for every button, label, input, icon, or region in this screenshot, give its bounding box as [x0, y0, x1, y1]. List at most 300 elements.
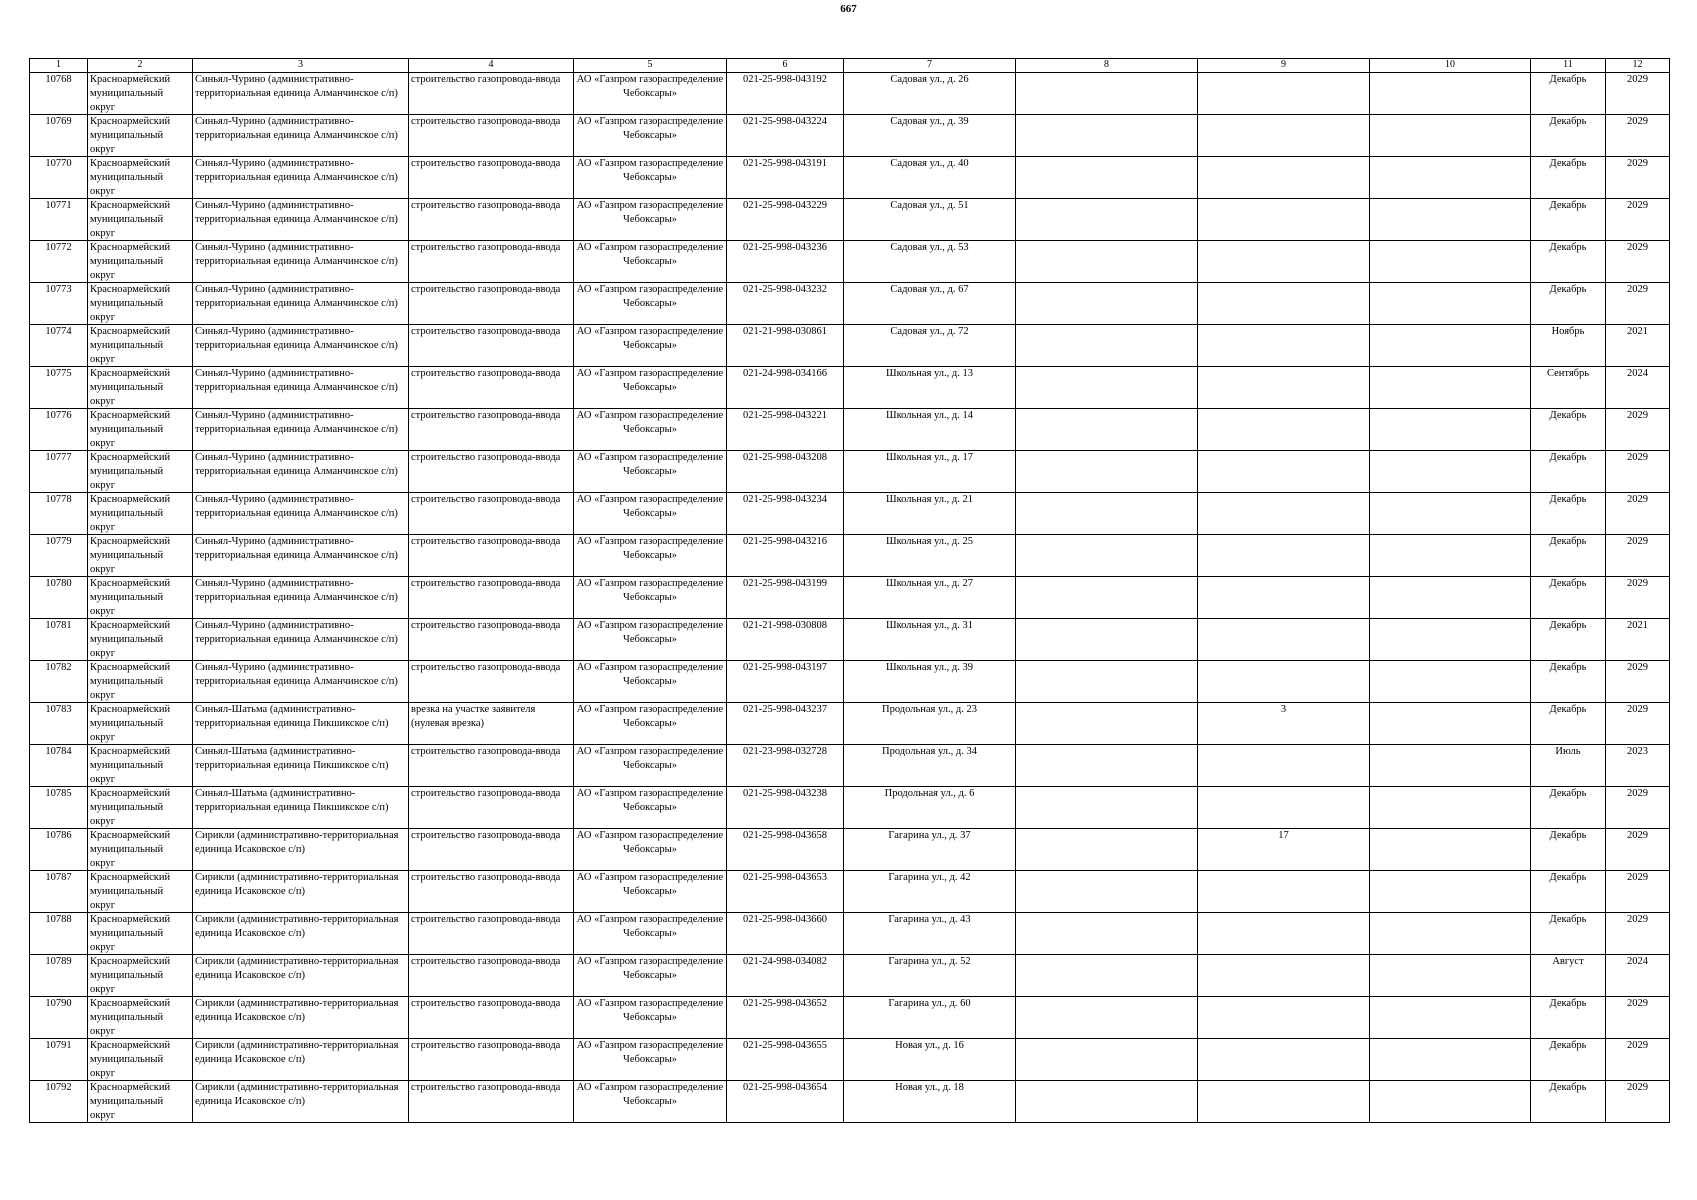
cell-work-type: [409, 409, 574, 451]
cell-organization: [574, 703, 727, 745]
cell-code-text: 021-25-998-043232: [743, 284, 827, 295]
cell-locality: [193, 955, 409, 997]
cell-address: [844, 493, 1016, 535]
cell-organization: [574, 367, 727, 409]
cell-number: [30, 199, 88, 241]
cell-number: [30, 997, 88, 1039]
cell-number-text: 10774: [45, 326, 72, 337]
cell-col10: [1370, 997, 1531, 1039]
cell-district-text: Красноармейский муниципальный округ: [90, 452, 171, 491]
cell-district: [88, 955, 193, 997]
cell-organization: [574, 619, 727, 661]
cell-code: [727, 367, 844, 409]
cell-month-text: Август: [1552, 956, 1584, 967]
cell-locality-text: Синьял-Чурино (административно-территориальная единица Алманчинское с/п): [195, 242, 398, 267]
cell-year: [1606, 73, 1670, 115]
cell-col10: [1370, 955, 1531, 997]
cell-address: [844, 1081, 1016, 1123]
cell-organization: [574, 1081, 727, 1123]
cell-locality: [193, 115, 409, 157]
cell-code-text: 021-25-998-043221: [743, 410, 827, 421]
cell-year: [1606, 241, 1670, 283]
cell-code: [727, 955, 844, 997]
cell-col9: [1198, 199, 1370, 241]
cell-year-text: 2029: [1627, 998, 1648, 1009]
cell-col10-text: [1372, 283, 1528, 324]
cell-address-text: Гагарина ул., д. 60: [888, 998, 971, 1009]
cell-number-text: 10789: [45, 956, 72, 967]
cell-locality-text: Сирикли (административно-территориальная единица Исаковское с/п): [195, 914, 399, 939]
cell-address-text: Садовая ул., д. 72: [890, 326, 969, 337]
cell-col9-text: [1200, 997, 1367, 1038]
cell-number: [30, 241, 88, 283]
table-row: [30, 73, 1670, 115]
cell-col10: [1370, 703, 1531, 745]
cell-code: [727, 787, 844, 829]
cell-organization: [574, 493, 727, 535]
cell-code-text: 021-25-998-043658: [743, 830, 827, 841]
cell-work-type: [409, 871, 574, 913]
cell-locality: [193, 451, 409, 493]
cell-year: [1606, 703, 1670, 745]
cell-organization-text: АО «Газпром газораспределение Чебоксары»: [576, 998, 724, 1023]
cell-col10: [1370, 283, 1531, 325]
cell-district: [88, 997, 193, 1039]
cell-district-text: Красноармейский муниципальный округ: [90, 368, 171, 407]
cell-number: [30, 619, 88, 661]
cell-year: [1606, 1081, 1670, 1123]
cell-col9: [1198, 871, 1370, 913]
cell-address: [844, 409, 1016, 451]
cell-organization: [574, 283, 727, 325]
cell-locality-text: Синьял-Чурино (административно-территориальная единица Алманчинское с/п): [195, 116, 398, 141]
cell-col9: [1198, 997, 1370, 1039]
cell-number: [30, 493, 88, 535]
cell-col10: [1370, 1081, 1531, 1123]
cell-col10: [1370, 451, 1531, 493]
cell-number: [30, 829, 88, 871]
cell-locality: [193, 409, 409, 451]
cell-year-text: 2029: [1627, 1040, 1648, 1051]
cell-year: [1606, 577, 1670, 619]
cell-organization: [574, 661, 727, 703]
cell-address-text: Садовая ул., д. 51: [890, 200, 969, 211]
cell-col10-text: [1372, 535, 1528, 576]
cell-col8: [1016, 535, 1198, 577]
cell-col9: [1198, 283, 1370, 325]
cell-month-text: Декабрь: [1549, 704, 1587, 715]
cell-number-text: 10778: [45, 494, 72, 505]
cell-work-type: [409, 451, 574, 493]
cell-col8: [1016, 871, 1198, 913]
cell-number-text: 10769: [45, 116, 72, 127]
table-row: [30, 409, 1670, 451]
table-row: [30, 871, 1670, 913]
cell-year: [1606, 409, 1670, 451]
cell-address-text: Новая ул., д. 16: [895, 1040, 964, 1051]
cell-col8-text: [1018, 619, 1195, 660]
cell-year-text: 2029: [1627, 872, 1648, 883]
cell-locality: [193, 535, 409, 577]
cell-work-type-text: строительство газопровода-ввода: [411, 368, 561, 379]
cell-district-text: Красноармейский муниципальный округ: [90, 494, 171, 533]
cell-year-text: 2029: [1627, 662, 1648, 673]
cell-district: [88, 367, 193, 409]
cell-col9: [1198, 745, 1370, 787]
cell-district-text: Красноармейский муниципальный округ: [90, 1082, 171, 1121]
cell-locality-text: Синьял-Чурино (административно-территориальная единица Алманчинское с/п): [195, 284, 398, 309]
cell-year-text: 2029: [1627, 452, 1648, 463]
cell-district-text: Красноармейский муниципальный округ: [90, 578, 171, 617]
cell-col8: [1016, 367, 1198, 409]
cell-year-text: 2029: [1627, 578, 1648, 589]
cell-col8-text: [1018, 199, 1195, 240]
cell-locality: [193, 1081, 409, 1123]
cell-organization-text: АО «Газпром газораспределение Чебоксары»: [576, 872, 724, 897]
cell-number-text: 10785: [45, 788, 72, 799]
cell-locality-text: Синьял-Чурино (административно-территориальная единица Алманчинское с/п): [195, 494, 398, 519]
cell-col8-text: [1018, 367, 1195, 408]
cell-address-text: Продольная ул., д. 23: [882, 704, 977, 715]
cell-address: [844, 157, 1016, 199]
cell-col10: [1370, 787, 1531, 829]
cell-col9-text: [1200, 451, 1367, 492]
cell-number: [30, 73, 88, 115]
cell-year-text: 2029: [1627, 788, 1648, 799]
cell-col10-text: [1372, 661, 1528, 702]
cell-col8: [1016, 913, 1198, 955]
cell-locality: [193, 493, 409, 535]
cell-col9: [1198, 619, 1370, 661]
table-row: [30, 115, 1670, 157]
cell-address: [844, 1039, 1016, 1081]
cell-col8-text: [1018, 745, 1195, 786]
cell-locality-text: Синьял-Чурино (административно-территориальная единица Алманчинское с/п): [195, 158, 398, 183]
cell-work-type: [409, 157, 574, 199]
cell-work-type-text: строительство газопровода-ввода: [411, 788, 561, 799]
cell-year: [1606, 157, 1670, 199]
cell-code-text: 021-24-998-034082: [743, 956, 827, 967]
cell-month-text: Декабрь: [1549, 830, 1587, 841]
cell-year-text: 2029: [1627, 284, 1648, 295]
cell-year-text: 2024: [1627, 956, 1648, 967]
cell-locality-text: Синьял-Чурино (административно-территориальная единица Алманчинское с/п): [195, 578, 398, 603]
cell-organization-text: АО «Газпром газораспределение Чебоксары»: [576, 242, 724, 267]
cell-col10-text: [1372, 73, 1528, 114]
cell-month: [1531, 199, 1606, 241]
cell-col9-text: [1200, 199, 1367, 240]
cell-work-type-text: строительство газопровода-ввода: [411, 116, 561, 127]
cell-locality: [193, 913, 409, 955]
cell-col9: [1198, 115, 1370, 157]
cell-col9-text: [1200, 493, 1367, 534]
cell-organization-text: АО «Газпром газораспределение Чебоксары»: [576, 158, 724, 183]
cell-col8-text: [1018, 325, 1195, 366]
cell-district: [88, 829, 193, 871]
cell-col8-text: [1018, 1081, 1195, 1122]
cell-col8: [1016, 73, 1198, 115]
cell-locality: [193, 283, 409, 325]
cell-col10: [1370, 241, 1531, 283]
cell-year-text: 2029: [1627, 704, 1648, 715]
table-row: [30, 493, 1670, 535]
cell-month: [1531, 955, 1606, 997]
cell-month: [1531, 451, 1606, 493]
cell-address: [844, 325, 1016, 367]
cell-number: [30, 1039, 88, 1081]
cell-col9-text: [1200, 661, 1367, 702]
cell-col8: [1016, 1081, 1198, 1123]
cell-address: [844, 199, 1016, 241]
cell-work-type-text: строительство газопровода-ввода: [411, 578, 561, 589]
cell-code-text: 021-25-998-043191: [743, 158, 827, 169]
table-row: [30, 1039, 1670, 1081]
cell-work-type-text: строительство газопровода-ввода: [411, 200, 561, 211]
cell-work-type-text: строительство газопровода-ввода: [411, 998, 561, 1009]
cell-col9: [1198, 157, 1370, 199]
cell-code: [727, 577, 844, 619]
cell-code-text: 021-25-998-043652: [743, 998, 827, 1009]
cell-col8-text: [1018, 913, 1195, 954]
cell-year: [1606, 325, 1670, 367]
cell-col9: [1198, 1039, 1370, 1081]
cell-col9-text: [1200, 283, 1367, 324]
cell-year: [1606, 283, 1670, 325]
cell-number-text: 10776: [45, 410, 72, 421]
cell-month: [1531, 535, 1606, 577]
cell-locality: [193, 199, 409, 241]
cell-code: [727, 451, 844, 493]
cell-district-text: Красноармейский муниципальный округ: [90, 914, 171, 953]
cell-col8: [1016, 493, 1198, 535]
cell-locality: [193, 73, 409, 115]
cell-code-text: 021-25-998-043660: [743, 914, 827, 925]
cell-col9: [1198, 241, 1370, 283]
cell-district: [88, 913, 193, 955]
cell-number-text: 10781: [45, 620, 72, 631]
cell-district-text: Красноармейский муниципальный округ: [90, 536, 171, 575]
register-table: [29, 58, 1670, 1123]
cell-col8: [1016, 1039, 1198, 1081]
cell-col9-text: [1200, 787, 1367, 828]
cell-number-text: 10786: [45, 830, 72, 841]
cell-address-text: Гагарина ул., д. 37: [888, 830, 971, 841]
cell-address-text: Гагарина ул., д. 42: [888, 872, 971, 883]
cell-col8: [1016, 619, 1198, 661]
cell-district-text: Красноармейский муниципальный округ: [90, 200, 171, 239]
cell-work-type: [409, 661, 574, 703]
cell-organization: [574, 745, 727, 787]
cell-locality: [193, 325, 409, 367]
cell-month: [1531, 829, 1606, 871]
cell-code: [727, 745, 844, 787]
cell-col8-text: [1018, 661, 1195, 702]
cell-number: [30, 325, 88, 367]
cell-address-text: Школьная ул., д. 27: [885, 578, 974, 589]
cell-month: [1531, 745, 1606, 787]
cell-col10: [1370, 115, 1531, 157]
cell-col8: [1016, 241, 1198, 283]
cell-col8-text: [1018, 577, 1195, 618]
cell-year: [1606, 829, 1670, 871]
cell-code-text: 021-25-998-043199: [743, 578, 827, 589]
column-header: 8: [1016, 59, 1198, 73]
column-header: 3: [193, 59, 409, 73]
cell-number: [30, 787, 88, 829]
cell-month-text: Декабрь: [1549, 158, 1587, 169]
cell-code-text: 021-25-998-043238: [743, 788, 827, 799]
cell-address: [844, 73, 1016, 115]
cell-district-text: Красноармейский муниципальный округ: [90, 74, 171, 113]
cell-number: [30, 955, 88, 997]
cell-work-type: [409, 955, 574, 997]
column-header: 10: [1370, 59, 1531, 73]
cell-organization: [574, 1039, 727, 1081]
cell-organization: [574, 829, 727, 871]
cell-work-type-text: строительство газопровода-ввода: [411, 662, 561, 673]
cell-work-type-text: строительство газопровода-ввода: [411, 452, 561, 463]
cell-code: [727, 157, 844, 199]
table-row: [30, 997, 1670, 1039]
cell-district: [88, 115, 193, 157]
cell-month: [1531, 409, 1606, 451]
cell-district-text: Красноармейский муниципальный округ: [90, 956, 171, 995]
cell-month-text: Декабрь: [1549, 536, 1587, 547]
cell-number-text: 10775: [45, 368, 72, 379]
cell-number-text: 10768: [45, 74, 72, 85]
table-row: [30, 619, 1670, 661]
cell-month-text: Декабрь: [1549, 74, 1587, 85]
cell-district-text: Красноармейский муниципальный округ: [90, 242, 171, 281]
cell-col10-text: [1372, 199, 1528, 240]
cell-code-text: 021-25-998-043224: [743, 116, 827, 127]
table-row: [30, 535, 1670, 577]
cell-col10-text: [1372, 1039, 1528, 1080]
cell-month: [1531, 661, 1606, 703]
cell-work-type: [409, 1081, 574, 1123]
cell-month: [1531, 997, 1606, 1039]
cell-col10: [1370, 409, 1531, 451]
cell-district-text: Красноармейский муниципальный округ: [90, 284, 171, 323]
cell-locality-text: Синьял-Чурино (административно-территориальная единица Алманчинское с/п): [195, 368, 398, 393]
cell-year-text: 2029: [1627, 158, 1648, 169]
cell-locality-text: Синьял-Шатьма (административно-территориальная единица Пикшикское с/п): [195, 746, 389, 771]
cell-month: [1531, 577, 1606, 619]
cell-work-type-text: строительство газопровода-ввода: [411, 494, 561, 505]
cell-col10: [1370, 73, 1531, 115]
table-row: [30, 703, 1670, 745]
cell-locality-text: Сирикли (административно-территориальная единица Исаковское с/п): [195, 872, 399, 897]
cell-district: [88, 493, 193, 535]
cell-organization-text: АО «Газпром газораспределение Чебоксары»: [576, 536, 724, 561]
cell-number-text: 10773: [45, 284, 72, 295]
cell-locality: [193, 241, 409, 283]
cell-work-type: [409, 745, 574, 787]
cell-month-text: Декабрь: [1549, 452, 1587, 463]
cell-month-text: Декабрь: [1549, 578, 1587, 589]
cell-month: [1531, 787, 1606, 829]
cell-address-text: Садовая ул., д. 40: [890, 158, 969, 169]
cell-col9-text: [1200, 913, 1367, 954]
cell-year-text: 2029: [1627, 536, 1648, 547]
cell-col10: [1370, 661, 1531, 703]
cell-col9: [1198, 1081, 1370, 1123]
cell-col9-text: [1200, 115, 1367, 156]
cell-month: [1531, 1081, 1606, 1123]
cell-col10-text: [1372, 451, 1528, 492]
cell-col8-text: [1018, 241, 1195, 282]
cell-col10: [1370, 325, 1531, 367]
cell-organization-text: АО «Газпром газораспределение Чебоксары»: [576, 704, 724, 729]
cell-month: [1531, 1039, 1606, 1081]
cell-col8: [1016, 409, 1198, 451]
cell-work-type: [409, 535, 574, 577]
cell-work-type-text: строительство газопровода-ввода: [411, 1082, 561, 1093]
cell-month-text: Декабрь: [1549, 200, 1587, 211]
cell-col10-text: [1372, 115, 1528, 156]
cell-year: [1606, 367, 1670, 409]
cell-month: [1531, 157, 1606, 199]
cell-year: [1606, 1039, 1670, 1081]
cell-district: [88, 535, 193, 577]
cell-organization: [574, 409, 727, 451]
cell-number-text: 10771: [45, 200, 72, 211]
cell-year-text: 2029: [1627, 830, 1648, 841]
cell-district-text: Красноармейский муниципальный округ: [90, 1040, 171, 1079]
cell-locality: [193, 787, 409, 829]
cell-work-type: [409, 241, 574, 283]
table-row: [30, 199, 1670, 241]
table-row: [30, 325, 1670, 367]
cell-organization-text: АО «Газпром газораспределение Чебоксары»: [576, 830, 724, 855]
cell-code: [727, 997, 844, 1039]
cell-work-type-text: строительство газопровода-ввода: [411, 1040, 561, 1051]
cell-col8-text: [1018, 955, 1195, 996]
cell-locality-text: Синьял-Чурино (административно-территориальная единица Алманчинское с/п): [195, 662, 398, 687]
cell-district-text: Красноармейский муниципальный округ: [90, 662, 171, 701]
cell-district: [88, 577, 193, 619]
cell-col10: [1370, 577, 1531, 619]
cell-organization-text: АО «Газпром газораспределение Чебоксары»: [576, 620, 724, 645]
cell-code-text: 021-25-998-043216: [743, 536, 827, 547]
cell-number: [30, 283, 88, 325]
cell-year-text: 2021: [1627, 620, 1648, 631]
cell-organization: [574, 325, 727, 367]
cell-address-text: Садовая ул., д. 39: [890, 116, 969, 127]
cell-district-text: Красноармейский муниципальный округ: [90, 872, 171, 911]
cell-col10: [1370, 913, 1531, 955]
cell-work-type: [409, 913, 574, 955]
cell-work-type-text: строительство газопровода-ввода: [411, 746, 561, 757]
cell-month: [1531, 619, 1606, 661]
cell-district: [88, 73, 193, 115]
cell-number: [30, 535, 88, 577]
cell-locality: [193, 703, 409, 745]
cell-work-type: [409, 199, 574, 241]
cell-address: [844, 241, 1016, 283]
cell-col8: [1016, 661, 1198, 703]
cell-locality: [193, 997, 409, 1039]
cell-organization: [574, 955, 727, 997]
cell-address: [844, 913, 1016, 955]
cell-code: [727, 619, 844, 661]
cell-locality-text: Синьял-Шатьма (административно-территориальная единица Пикшикское с/п): [195, 788, 389, 813]
column-header: 1: [30, 59, 88, 73]
cell-address-text: Школьная ул., д. 14: [885, 410, 974, 421]
cell-month: [1531, 493, 1606, 535]
cell-year-text: 2023: [1627, 746, 1648, 757]
cell-organization: [574, 115, 727, 157]
